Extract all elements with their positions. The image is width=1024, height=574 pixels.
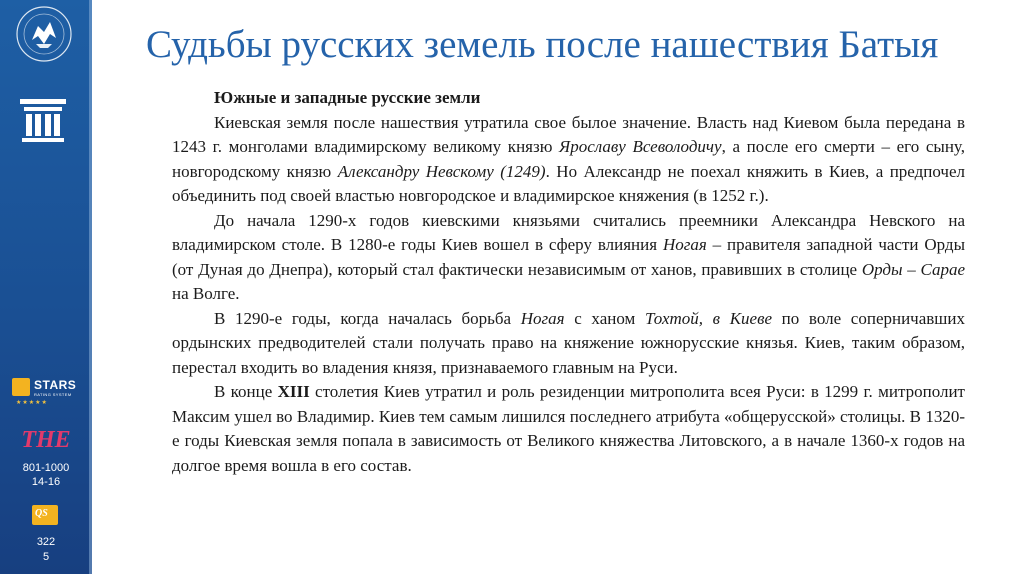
text-run: по воле соперничавших ордынских предводителей стали получать право на княжение южнорусские князья. Киев, таким образом, перестал входить во владения князя, признаваемого главным на Руси. [172, 308, 965, 377]
qs-stars-square-icon [12, 378, 30, 396]
text-run: До начала 1290-х годов киевскими князьями считались преемники Александра Невского на владимирском столе. В 1280-е годы Киев вошел в сферу влияния [172, 210, 965, 254]
text-run: В 1290-е годы, когда началась борьба [214, 308, 521, 328]
italic-text: Ярославу Всеволодичу [559, 137, 722, 156]
qs-year: 5 [42, 551, 50, 563]
italic-text: Тохтой, в Киеве [644, 308, 772, 328]
section-heading: Южные и западные русские земли [214, 88, 481, 107]
italic-text: Александру Невскому (1249) [337, 161, 546, 181]
qs-rank: 322 [36, 536, 56, 548]
text-run: столетия Киев утратил и роль резиденции митрополита всея Руси: в 1299 г. митрополит Максим ушел во Владимир. Киев тем самым лишился последнего атрибута «общерусской» столицы. В 1320-е годы Киевская земля попала в зависимость от Великого княжества Литовского, а в начале 1360-х годов на долгое время вошла в его состав. [172, 382, 965, 475]
text-run: Киевская земля после нашествия утратила свое былое значение. Власть над Киевом была передана в 1243 г. монголами владимирскому великому князю [172, 112, 965, 156]
text-run: В конце [214, 382, 278, 401]
text-run: на Волге. [172, 284, 240, 303]
the-year: 14-16 [31, 476, 61, 488]
university-logo-icon [14, 4, 74, 64]
text-run: с ханом [564, 308, 645, 328]
left-sidebar [0, 0, 92, 574]
text-run: – правителя западной части Орды (от Дуная до Днепра), который стал фактически независимым от ханов, правивших в столице [172, 235, 965, 279]
stars-rating-icon: ★★★★★ [16, 400, 48, 406]
paragraph [172, 209, 965, 307]
building-logo-icon [18, 96, 68, 144]
text-run: . Но Александр не поехал княжить в Киев, а предпочел объединить под своей властью новгородское и владимирское княжения (в 1252 г.). [172, 161, 966, 205]
the-rank: 801-1000 [22, 462, 70, 474]
sidebar-edge [89, 0, 92, 574]
italic-text: Ногая [662, 235, 707, 254]
paragraph [172, 307, 965, 381]
text-run: , а после его смерти – его сыну, новгородскому князю [172, 137, 965, 181]
paragraph [172, 111, 965, 209]
the-ranking-logo: THE [21, 427, 71, 453]
slide-title: Судьбы русских земель после нашествия Батыя [146, 23, 939, 66]
paragraph [172, 380, 965, 478]
qs-ranking-logo [32, 505, 58, 525]
bold-text: XIII [277, 382, 310, 401]
italic-text: Орды – Сарае [861, 259, 965, 279]
italic-text: Ногая [520, 308, 565, 328]
slide-body [172, 86, 965, 478]
stars-sub-label: RATING SYSTEM [34, 392, 72, 397]
stars-label: STARS [34, 378, 77, 392]
qs-mark: QS [35, 508, 48, 519]
